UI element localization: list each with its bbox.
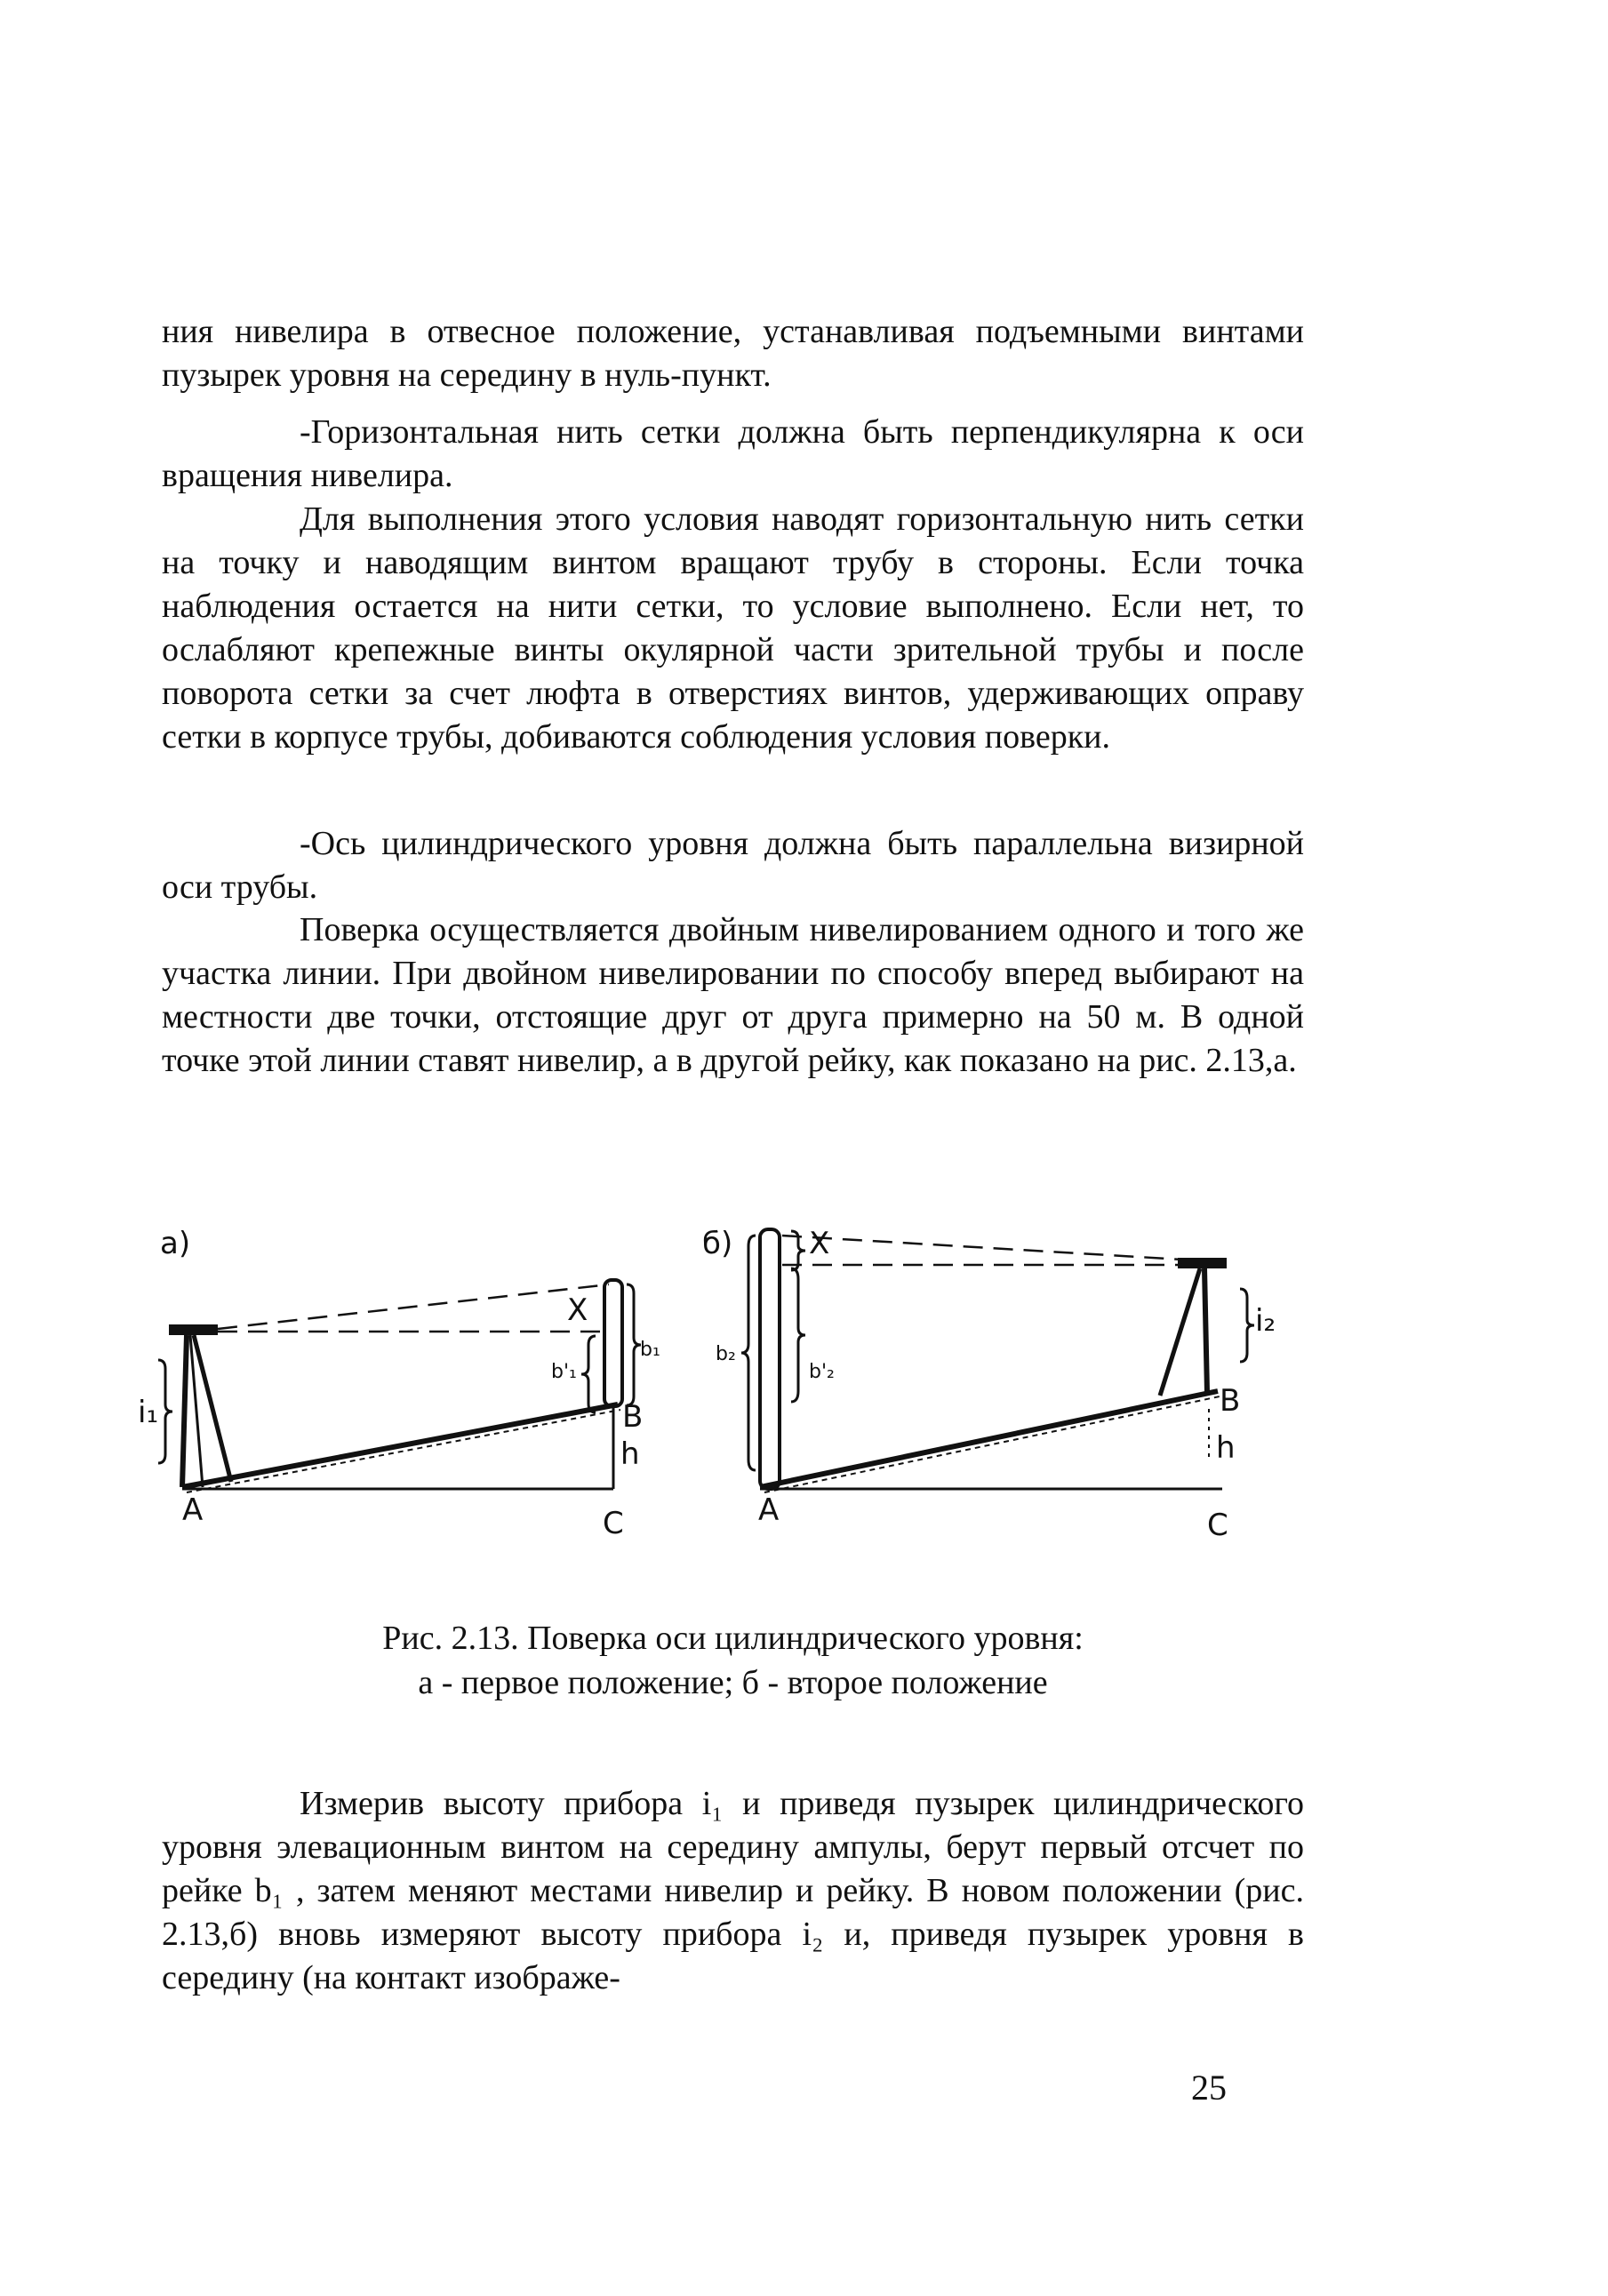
paragraph-check-3: Поверка осуществляется двойным нивелированием одного и того же участка линии. При двойном нивелировании по способу вперед выбирают на местности две точки, отстоящие друг от друга примерно на 50 м. В одной точке этой линии ставят нивелир, а в другой рейку, как показано на рис. 2.13,а.	[162, 911, 1304, 1079]
tripod-leg	[1160, 1268, 1200, 1396]
inclined-sight-line	[218, 1284, 609, 1329]
level-staff	[760, 1229, 780, 1489]
tripod-leg	[1204, 1268, 1207, 1393]
brace-b2-prime	[791, 1268, 805, 1402]
label-point-c: С	[1207, 1508, 1228, 1543]
paragraph-continuation: ния нивелира в отвесное положение, устанавливая подъемными винтами пузырек уровня на середину в нуль-пункт.	[162, 313, 1304, 394]
instrument-head	[169, 1324, 218, 1335]
instrument-head	[1178, 1258, 1227, 1268]
paragraph-check-2: Для выполнения этого условия наводят горизонтальную нить сетки на точку и наводящим винтом вращают трубу в стороны. Если точка наблюдения остается на нити сетки, то условие выполнено. Если нет, то ослабляют крепежные винты окулярной части зрительной трубы и после поворота сетки за счет люфта в отверстиях винтов, удерживающих оправу сетки в корпусе трубы, добиваются соблюдения условия поверки.	[162, 500, 1304, 756]
label-x: X	[809, 1226, 830, 1261]
label-point-b: В	[1220, 1383, 1241, 1419]
figure-2-13	[133, 1204, 1289, 1578]
label-h: h	[620, 1436, 640, 1472]
paragraph-procedure: Измерив высоту прибора i₁ и приведя пузырек цилиндрического уровня элевационным винтом на середину ампулы, берут первый отсчет по рейке b₁ , затем меняют местами нивелир и рейку. В новом положении (рис. 2.13,б) вновь измеряют высоту прибора i₂ и, приведя пузырек уровня в середину (на контакт изображе-	[162, 1785, 1304, 1996]
label-point-b: В	[622, 1399, 644, 1435]
brace-b2	[741, 1236, 756, 1470]
label-h: h	[1216, 1430, 1236, 1466]
label-i1: i₁	[138, 1395, 159, 1430]
label-point-a: А	[758, 1492, 780, 1528]
tripod-leg	[182, 1335, 187, 1487]
figure-caption-title: Рис. 2.13. Поверка оси цилиндрического уровня:	[382, 1620, 1084, 1657]
label-point-c: С	[603, 1506, 624, 1541]
label-b1: b₁	[640, 1339, 660, 1361]
ground-slope	[182, 1404, 618, 1487]
paragraph-condition-3: -Ось цилиндрического уровня должна быть параллельна визирной оси трубы.	[162, 825, 1304, 906]
ground-hatch	[187, 1410, 620, 1492]
level-staff	[604, 1280, 622, 1406]
panel-a-label: а)	[160, 1226, 191, 1261]
brace-b1-prime	[581, 1336, 596, 1412]
label-b1-prime: b'₁	[551, 1361, 577, 1383]
label-point-a: А	[182, 1492, 204, 1528]
label-i2: i₂	[1255, 1303, 1276, 1339]
leveling-diagram	[133, 1204, 1289, 1578]
panel-b-label: б)	[702, 1226, 733, 1261]
brace-b1	[627, 1284, 641, 1405]
inclined-sight-line	[782, 1236, 1182, 1260]
label-b2: b₂	[716, 1343, 736, 1365]
brace-i1	[158, 1360, 172, 1463]
label-b2-prime: b'₂	[809, 1361, 835, 1383]
ground-hatch	[764, 1396, 1220, 1492]
ground-slope	[760, 1391, 1218, 1487]
page-number: 25	[1191, 2068, 1227, 2108]
label-x: X	[567, 1292, 588, 1328]
panel-a	[138, 1226, 660, 1541]
paragraph-condition-2: -Горизонтальная нить сетки должна быть перпендикулярна к оси вращения нивелира.	[162, 413, 1304, 494]
panel-b	[702, 1226, 1276, 1543]
brace-i2	[1240, 1289, 1254, 1362]
figure-caption-legend: а - первое положение; б - второе положение	[418, 1664, 1048, 1701]
